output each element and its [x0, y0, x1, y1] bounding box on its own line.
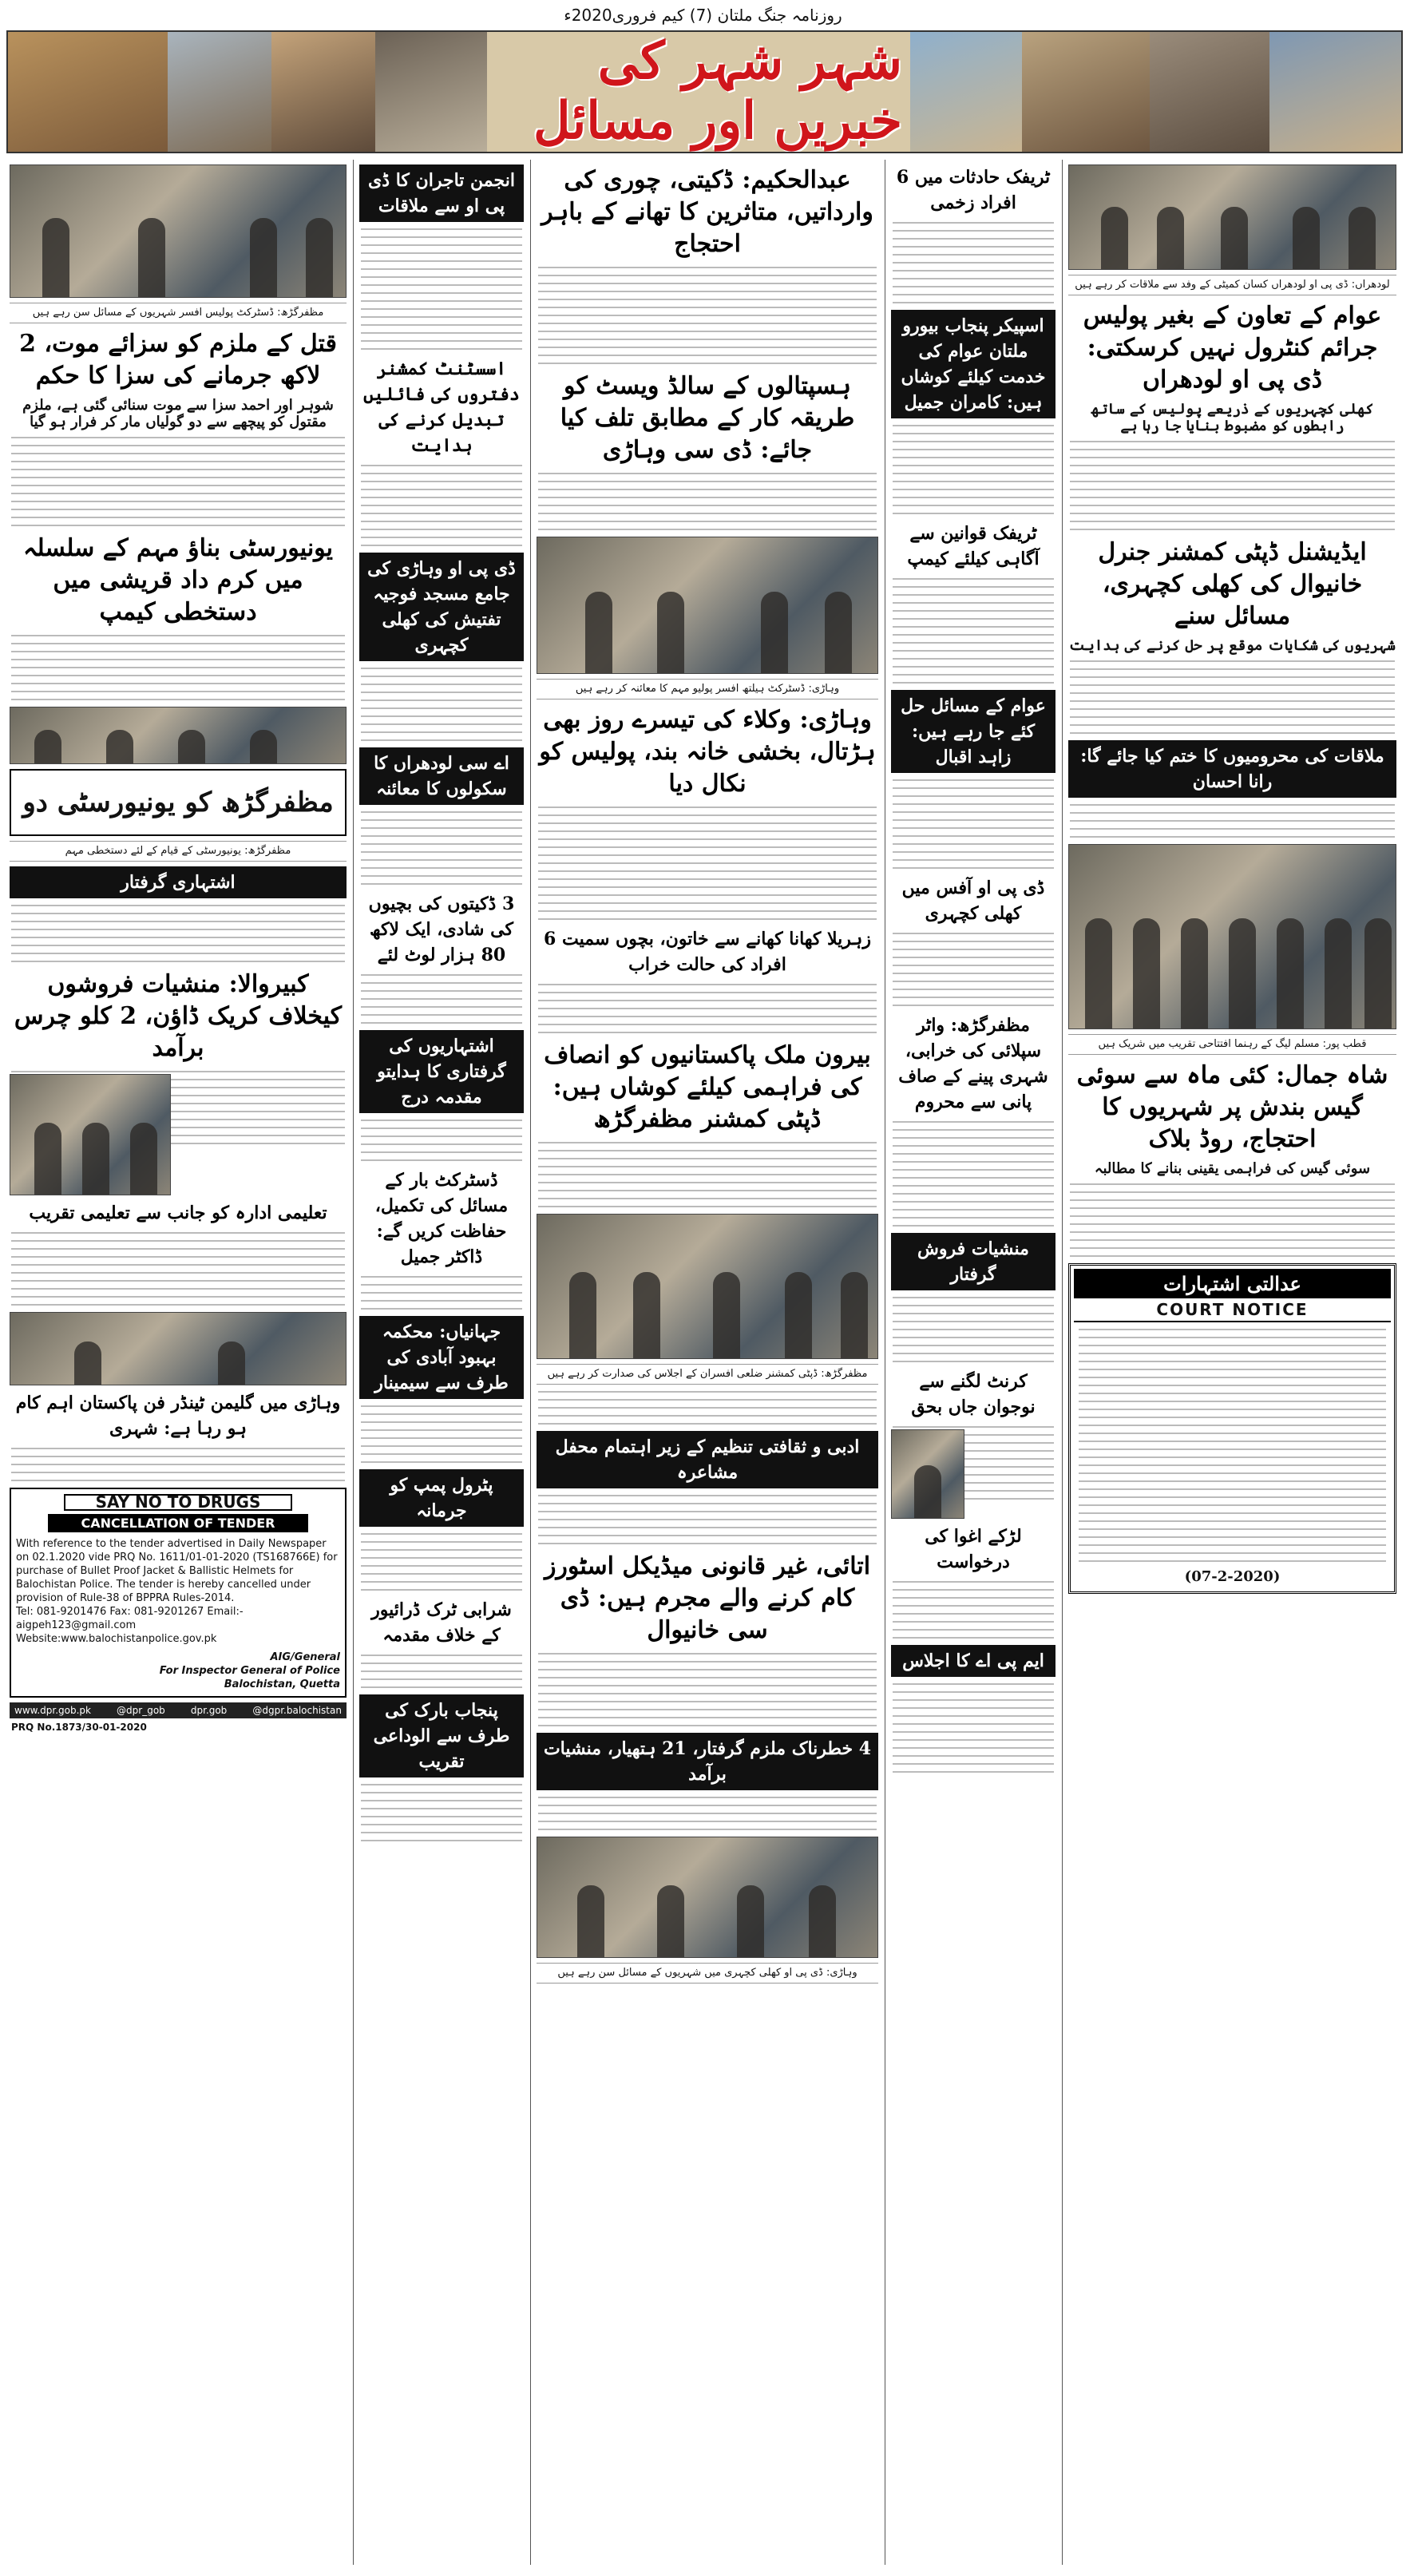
headline: ڈسٹرکٹ بار کے مسائل کی تکمیل، حفاظت کریں گے: ڈاکٹر جمیل [374, 1170, 509, 1267]
subheadline: شہریوں کی شکایات موقع پر حل کرنے کی ہدایت [1069, 637, 1396, 654]
photo [537, 537, 878, 674]
article-text [893, 933, 1054, 1006]
headline: ڈی پی او وہاڑی کی جامع مسجد فوجیہ تفتیش کی کھلی کچہری [359, 553, 524, 661]
masthead-photo [271, 32, 375, 152]
headline: قتل کے ملزم کو سزائے موت، 2 لاکھ جرمانے کی سزا کا حکم [19, 330, 337, 390]
article-text [538, 1653, 877, 1726]
article-text [893, 1121, 1054, 1227]
photo-caption: وہاڑی: ڈی پی او کھلی کچہری میں شہریوں کے مسائل سن رہے ہیں [537, 1963, 878, 1984]
article-text [361, 974, 522, 1024]
tender-website: Website:www.balochistanpolice.gov.pk [16, 1633, 217, 1645]
photo [891, 1429, 964, 1519]
headline: بیرون ملک پاکستانیوں کو انصاف کی فراہمی کیلئے کوشاں ہیں: ڈپٹی کمشنر مظفرگڑھ [544, 1041, 871, 1133]
tender-title: CANCELLATION OF TENDER [48, 1514, 308, 1532]
notice-text [1079, 1329, 1386, 1562]
headline: ٹریفک حادثات میں 6 افراد زخمی [896, 167, 1051, 213]
article-text [538, 267, 877, 364]
tender-body: With reference to the tender advertised in Daily Newspaper on 02.1.2020 vide PRQ No. 1611/01-01-2020 (TS168766E) for purchase of Bullet Proof Jacket & Ballistic Helmets for Balochistan Police. The tender is hereby cancelled under provision of Rule-38 of BPPRA Rules-2014. [16, 1538, 338, 1604]
article-text [893, 425, 1054, 514]
social-bar [10, 1702, 347, 1718]
masthead [6, 30, 1403, 153]
headline: پٹرول پمپ کو جرمانہ [359, 1469, 524, 1527]
instagram-link[interactable]: @dgpr.balochistan [252, 1705, 342, 1716]
masthead-photo [1022, 32, 1150, 152]
twitter-link[interactable]: @dpr_gob [117, 1705, 165, 1716]
headline: شاہ جمال: کئی ماہ سے سوئی گیس بندش پر شہریوں کا احتجاج، روڈ بلاک [1076, 1061, 1388, 1153]
say-no-to-drugs: SAY NO TO DRUGS [64, 1494, 292, 1511]
article-text [538, 473, 877, 530]
headline: یونیورسٹی بناؤ مہم کے سلسلہ میں کرم داد قریشی میں دستخطی کیمپ [22, 534, 334, 626]
prd-number: PRQ No.1873/30-01-2020 [11, 1722, 147, 1733]
masthead-photo [168, 32, 271, 152]
headline: تعلیمی ادارہ کو جانب سے تعلیمی تقریب [29, 1203, 327, 1223]
article-text [538, 806, 877, 920]
headline: لڑکے اغوا کی درخواست [925, 1526, 1022, 1572]
article-text [361, 465, 522, 546]
article-text [538, 1142, 877, 1207]
article-text [893, 1581, 1054, 1639]
photo [1068, 844, 1396, 1029]
column-2 [888, 160, 1059, 2565]
article-text [538, 1391, 877, 1425]
article-text [361, 1533, 522, 1591]
article-text [893, 222, 1054, 303]
headline: ڈی پی او آفس میں کھلی کچہری [901, 878, 1045, 924]
masthead-photo [1150, 32, 1269, 152]
photo [537, 1837, 878, 1958]
headline: شرابی ٹرک ڈرائیور کے خلاف مقدمہ [371, 1599, 512, 1646]
court-notice-title: عدالتی اشتہارات [1074, 1269, 1391, 1298]
masthead-photo [8, 32, 168, 152]
article-text [361, 1405, 522, 1463]
article-text [1070, 804, 1395, 838]
article-text [893, 1683, 1054, 1773]
masthead-photo [1269, 32, 1401, 152]
masthead-title: شہر شہر کی خبریں اور مسائل [533, 31, 902, 151]
photo-caption: وہاڑی: ڈسٹرکٹ ہیلتھ افسر پولیو مہم کا معائنہ کر رہے ہیں [537, 679, 878, 699]
website-link[interactable]: www.dpr.gob.pk [14, 1705, 91, 1716]
court-notice [1068, 1263, 1396, 1594]
article-text [538, 1495, 877, 1544]
photo-caption: مظفرگڑھ: ڈسٹرکٹ پولیس افسر شہریوں کے مسائل سن رہے ہیں [10, 303, 347, 323]
photo [537, 1214, 878, 1359]
column-1 [1065, 160, 1400, 2565]
article-text [361, 1120, 522, 1161]
facebook-link[interactable]: dpr.gob [190, 1705, 228, 1716]
article-text [11, 437, 345, 526]
headline: منشیات فروش گرفتار [891, 1233, 1055, 1290]
photo-caption: مظفرگڑھ: ڈپٹی کمشنر ضلعی افسران کے اجلاس کی صدارت کر رہے ہیں [537, 1364, 878, 1385]
signature-line: AIG/General [270, 1651, 340, 1663]
notice-date: (07-2-2020) [1184, 1568, 1281, 1585]
photo [10, 1312, 347, 1385]
signature-line: Balochistan, Quetta [224, 1678, 340, 1690]
headline: عبدالحکیم: ڈکیتی، چوری کی وارداتیں، متاثرین کا تھانے کے باہر احتجاج [541, 166, 873, 258]
photo-caption: مظفرگڑھ: یونیورسٹی کے قیام کے لئے دستخطی مہم [10, 841, 347, 862]
column-3 [533, 160, 881, 2565]
masthead-photo [910, 32, 1022, 152]
photo [1068, 164, 1396, 270]
article-text [538, 984, 877, 1033]
headline: اشتہاری گرفتار [10, 866, 347, 898]
article-text [11, 1232, 345, 1306]
article-text [1070, 660, 1395, 734]
headline: مظفرگڑھ: واٹر سپلائی کی خرابی، شہری پینے کے صاف پانی سے محروم [898, 1015, 1048, 1112]
article-text [11, 1448, 345, 1481]
photo-caption: قطب پور: مسلم لیگ کے رہنما افتتاحی تقریب میں شریک ہیں [1068, 1034, 1396, 1055]
headline: 3 ڈکیتوں کی بچیوں کی شادی، ایک لاکھ 80 ہزار لوٹ لئے [368, 894, 515, 965]
headline: اسپیکر پنجاب بیورو ملتان عوام کی خدمت کیلئے کوشاں ہیں: کامران جمیل [891, 310, 1055, 418]
headline: پنجاب بارک کی طرف سے الوداعی تقریب [359, 1694, 524, 1777]
column-5 [6, 160, 350, 2565]
subheadline: کھلی کچہریوں کے ذریعے پولیس کے ساتھ رابطوں کو مضبوط بنایا جا رہا ہے [1091, 401, 1374, 434]
headline: کبیروالا: منشیات فروشوں کیخلاف کریک ڈاؤن، 2 کلو چرس برآمد [14, 970, 343, 1062]
article-text [893, 1297, 1054, 1362]
headline: زہریلا کھانا کھانے سے خاتون، بچوں سمیت 6 افراد کی حالت خراب [544, 929, 871, 975]
photo [10, 707, 347, 764]
article-text [893, 578, 1054, 684]
dateline: روزنامہ جنگ ملتان (7) کیم فروری2020ء [564, 6, 842, 25]
headline: ادبی و ثقافتی تنظیم کے زیر اہتمام محفل مشاعرہ [537, 1431, 878, 1488]
article-text [361, 1784, 522, 1841]
headline: ایم پی اے کا اجلاس [891, 1645, 1055, 1677]
photo-caption: لودھراں: ڈی پی او لودھراں کسان کمیٹی کے وفد سے ملاقات کر رہے ہیں [1068, 275, 1396, 295]
article-text [11, 905, 345, 962]
article-text [1070, 441, 1395, 530]
subheadline: شوہر اور احمد سزا سے موت سنائی گئی ہے، ملزم مقتول کو پیچھے سے دو گولیاں مار کر فرار ہو گیا [22, 397, 334, 430]
photo [10, 1074, 171, 1195]
headline: اتائی، غیر قانونی میڈیکل اسٹورز کام کرنے والے مجرم ہیں: ڈی سی خانیوال [544, 1552, 871, 1644]
headline: اے سی لودھراں کا سکولوں کا معائنہ [359, 747, 524, 805]
article-text [361, 668, 522, 741]
headline: عوام کے تعاون کے بغیر پولیس جرائم کنٹرول نہیں کرسکتی: ڈی پی او لودھراں [1083, 302, 1382, 394]
court-notice-subtitle: COURT NOTICE [1074, 1298, 1391, 1322]
headline: کرنٹ لگنے سے نوجوان جاں بحق [911, 1371, 1036, 1417]
tender-notice [10, 1488, 347, 1698]
headline: ایڈیشنل ڈپٹی کمشنر جنرل خانیوال کی کھلی کچہری، مسائل سنے [1098, 538, 1367, 630]
article-text [11, 635, 345, 700]
headline: ہسپتالوں کے سالڈ ویسٹ کو طریقہ کار کے مطابق تلف کیا جائے: ڈی سی وہاڑی [560, 372, 855, 464]
tender-contact: Tel: 081-9201476 Fax: 081-9201267 Email:-aigpeh123@gmail.com [16, 1606, 244, 1631]
banner: مظفرگڑھ کو یونیورسٹی دو [10, 769, 347, 836]
subheadline: سوئی گیس کی فراہمی یقینی بنانے کا مطالبہ [1094, 1160, 1371, 1177]
article-text [893, 779, 1054, 869]
column-4 [356, 160, 527, 2565]
headline: جہانیاں: محکمہ بہبود آبادی کی طرف سے سیمینار [359, 1316, 524, 1399]
article-text [361, 811, 522, 885]
signature-line: For Inspector General of Police [159, 1665, 340, 1677]
headline: انجمن تاجران کا ڈی پی او سے ملاقات [359, 164, 524, 222]
article-text [361, 1276, 522, 1310]
tender-signature [16, 1651, 340, 1691]
article-text [538, 1797, 877, 1830]
article-text [361, 1655, 522, 1688]
article-text [361, 228, 522, 350]
headline: وہاڑی: وکلاء کی تیسرے روز بھی ہڑتال، بخشی خانہ بند، پولیس کو نکال دیا [539, 706, 876, 798]
headline: 4 خطرناک ملزم گرفتار، 21 ہتھیار، منشیات برآمد [537, 1733, 878, 1790]
headline: وہاڑی میں گلیمن ٹینڈر فن پاکستان اہم کام ہو رہا ہے: شہری [15, 1393, 341, 1439]
headline: عوام کے مسائل حل کئے جا رہے ہیں: زاہد اقبال [891, 690, 1055, 773]
headline: اشتہاریوں کی گرفتاری کا ہدایتو مقدمہ درج [359, 1030, 524, 1113]
headline: ملاقات کی محرومیوں کا ختم کیا جائے گا: رانا احسان [1068, 740, 1396, 798]
photo [10, 164, 347, 298]
masthead-photo [375, 32, 487, 152]
article-text [1070, 1183, 1395, 1257]
headline: اسسٹنٹ کمشنر دفتروں کی فائلیں تبدیل کرنے کی ہدایت [363, 359, 520, 456]
headline: ٹریفک قوانین سے آگاہی کیلئے کیمپ [907, 523, 1040, 569]
